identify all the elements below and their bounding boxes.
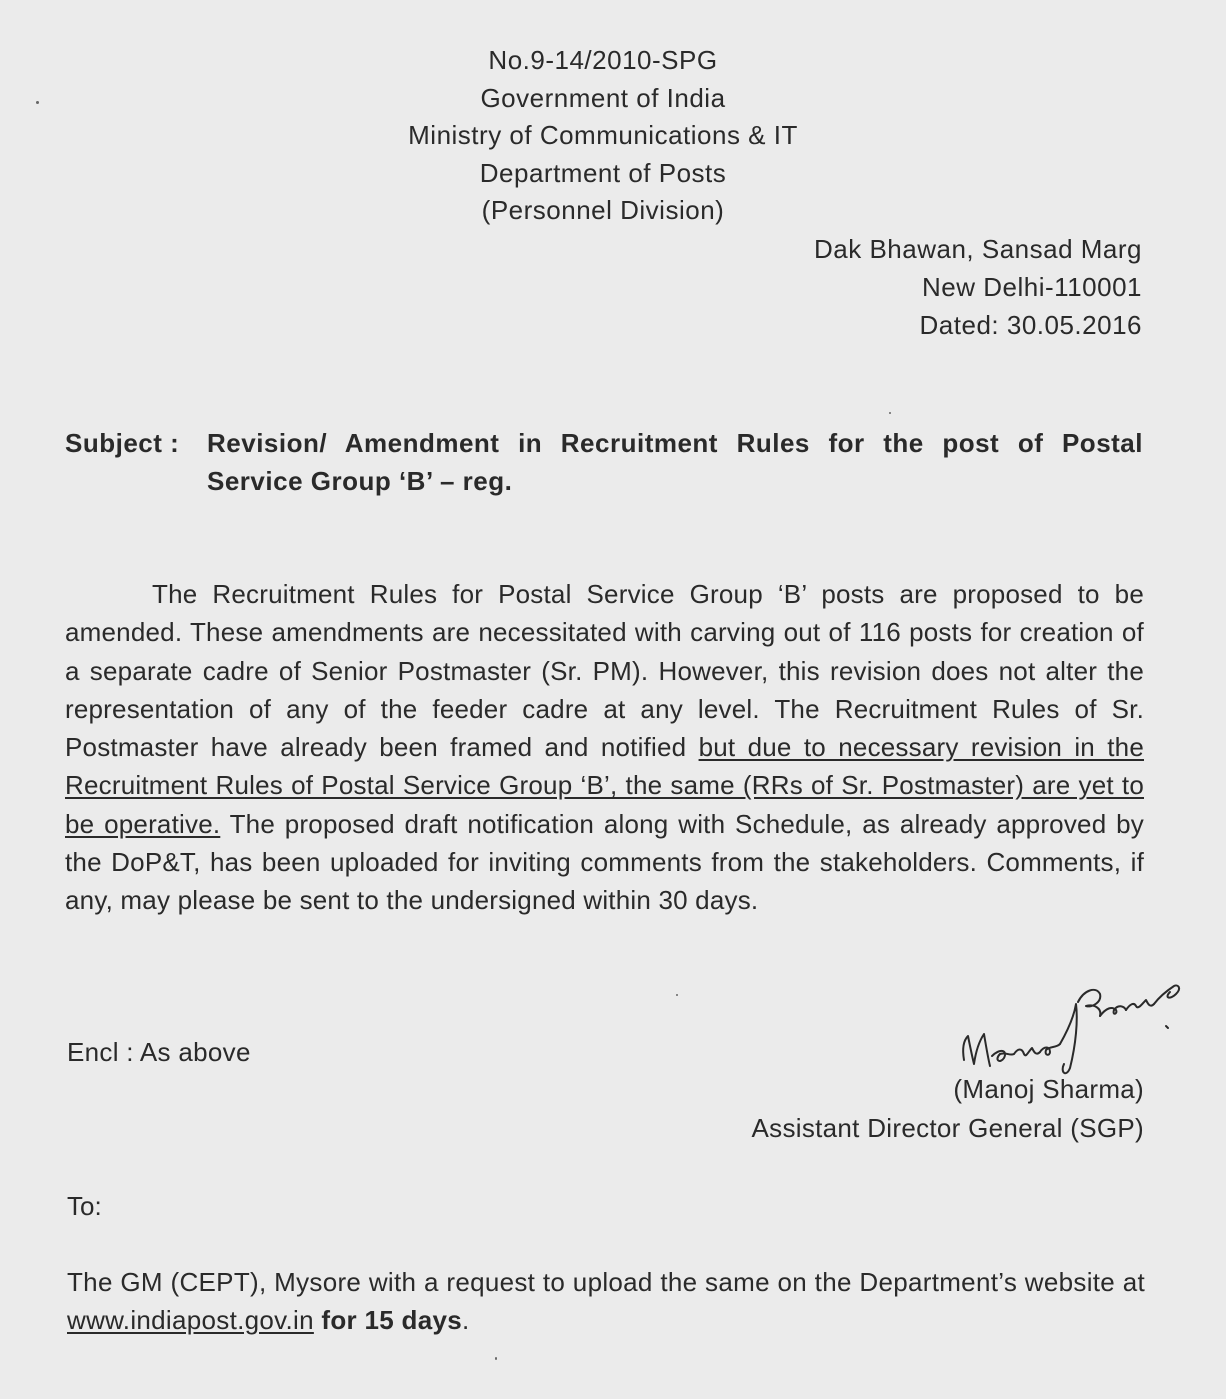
division-name: (Personnel Division)	[481, 195, 725, 225]
address-block	[814, 230, 1142, 344]
address-line-1: Dak Bhawan, Sansad Marg	[813, 234, 1142, 264]
recipient-text: The GM (CEPT), Mysore with a request to upload the same on the Department’s website at	[67, 1267, 1145, 1297]
subject-label: Subject :	[65, 428, 180, 458]
body-paragraph	[65, 575, 1144, 920]
scan-speck	[676, 994, 678, 996]
signer-title: Assistant Director General (SGP)	[751, 1113, 1144, 1143]
website-link[interactable]: www.indiapost.gov.in	[67, 1305, 314, 1335]
recipient-text-end: .	[462, 1305, 470, 1335]
reference-number: No.9-14/2010-SPG	[488, 45, 718, 75]
subject-block	[65, 424, 1143, 500]
signer-name: (Manoj Sharma)	[953, 1074, 1144, 1104]
recipient-paragraph	[67, 1263, 1145, 1339]
enclosure-note: Encl : As above	[67, 1037, 251, 1067]
subject-text: Revision/ Amendment in Recruitment Rules for the post of Postal Service Group ‘B’ – reg.	[207, 428, 1143, 496]
department-name: Department of Posts	[479, 157, 727, 188]
government-name: Government of India	[480, 82, 726, 113]
scan-speck	[36, 101, 39, 104]
date-line: Dated: 30.05.2016	[919, 310, 1142, 340]
ministry-name: Ministry of Communications & IT	[408, 120, 798, 150]
to-label: To:	[67, 1191, 102, 1221]
address-line-2: New Delhi-110001	[922, 272, 1142, 302]
recipient-duration: for 15 days	[321, 1305, 462, 1335]
body-underlined-text: but due to necessary revision in the Recruitment Rules of Postal Service Group ‘B’, the same (RRs of Sr. Postmaster) are yet to be operative.	[65, 732, 1144, 839]
scan-speck	[889, 412, 891, 414]
body-text-part-2: The proposed draft notification along with Schedule, as already approved by the DoP&T, has been uploaded for inviting comments from the stakeholders. Comments, if any, may please be sent to the undersigned within 30 days.	[65, 808, 1144, 916]
body-text-part-1: The Recruitment Rules for Postal Service Group ‘B’ posts are proposed to be amended. These amendments are necessitated with carving out of 116 posts for creation of a separate cadre of Senior Postmaster (Sr. PM). However, this revision does not alter the representation of any of the feeder cadre at any level. The Recruitment Rules of Sr. Postmaster have already been framed and notified	[65, 579, 1144, 763]
scan-speck	[495, 1357, 497, 1360]
letterhead	[0, 42, 1206, 230]
signer-block	[752, 1070, 1145, 1148]
